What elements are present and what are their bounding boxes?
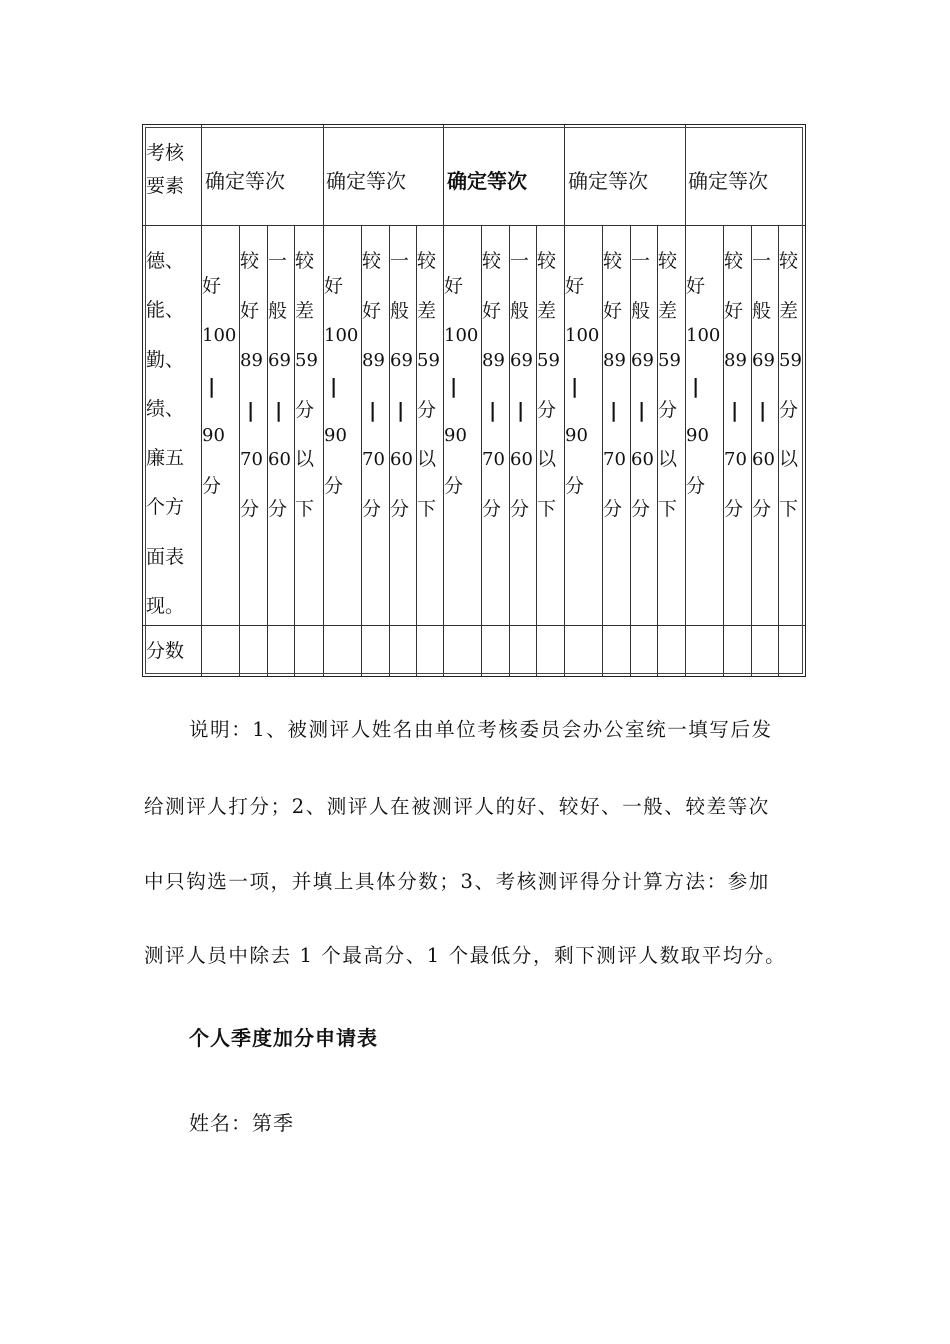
grade-char: 分 xyxy=(686,475,706,497)
grade-char: 89 xyxy=(362,350,385,371)
row-label-line: 现。 xyxy=(146,595,185,618)
grade-char: 好 xyxy=(362,299,382,322)
grade-char: 差 xyxy=(779,299,799,322)
sub-col-divider xyxy=(267,225,268,676)
grade-char: 70 xyxy=(724,449,747,470)
grade-char: 分 xyxy=(724,497,744,520)
grade-char: 一 xyxy=(631,250,651,272)
grade-char: 般 xyxy=(390,299,410,322)
grade-char: 59 xyxy=(779,350,802,371)
grade-char: | xyxy=(450,374,458,398)
grade-char: | xyxy=(397,397,405,422)
grade-excellent xyxy=(444,261,481,511)
grade-good xyxy=(724,237,751,534)
grade-char: 下 xyxy=(417,497,437,520)
grade-char: 较 xyxy=(482,250,502,272)
grade-char: 分 xyxy=(779,398,799,421)
grade-average xyxy=(268,237,294,534)
grade-char: 90 xyxy=(565,425,588,446)
grade-char: 般 xyxy=(631,299,651,322)
grade-char: 下 xyxy=(537,497,557,520)
grade-poor xyxy=(779,237,806,534)
grade-poor xyxy=(417,237,444,534)
grade-char: 分 xyxy=(444,475,464,497)
grade-char: 差 xyxy=(295,299,315,322)
grade-char: 分 xyxy=(537,398,557,421)
grade-char: | xyxy=(692,374,700,398)
grade-good xyxy=(362,237,389,534)
grade-char: 100 xyxy=(324,325,359,346)
sub-col-divider xyxy=(509,225,510,676)
grade-char: 69 xyxy=(390,350,413,371)
grade-char: 分 xyxy=(268,497,288,520)
group-header: 确定等次 xyxy=(326,169,406,193)
grade-char: 分 xyxy=(390,497,410,520)
grade-char: 69 xyxy=(631,350,654,371)
grade-char: 好 xyxy=(565,275,585,297)
grade-char: 好 xyxy=(482,299,502,322)
grade-char: | xyxy=(489,397,497,422)
grade-char: 以 xyxy=(295,448,315,470)
row-divider-score xyxy=(143,625,805,626)
grade-char: | xyxy=(275,397,283,422)
sub-col-divider xyxy=(389,225,390,676)
grade-char: 差 xyxy=(417,299,437,322)
grade-char: 100 xyxy=(444,325,479,346)
note-line: 测评人员中除去 1 个最高分、1 个最低分，剩下测评人数取平均分。 xyxy=(144,944,787,967)
grade-char: 般 xyxy=(268,299,288,322)
grade-char: 69 xyxy=(752,350,775,371)
grade-good xyxy=(482,237,509,534)
sub-col-divider xyxy=(416,225,417,676)
grade-char: 89 xyxy=(482,350,505,371)
grade-char: 以 xyxy=(537,448,557,470)
grade-char: 较 xyxy=(779,250,799,272)
grade-char: 较 xyxy=(295,250,315,272)
grade-average xyxy=(390,237,416,534)
row-label-line: 个方 xyxy=(146,496,185,519)
grade-char: 59 xyxy=(417,350,440,371)
grade-char: 分 xyxy=(482,497,502,520)
grade-poor xyxy=(295,237,322,534)
grade-char: 较 xyxy=(537,250,557,272)
grade-char: | xyxy=(208,374,216,398)
row-label xyxy=(146,237,184,631)
row-divider-header xyxy=(143,225,805,226)
note-line: 说明：1、被测评人姓名由单位考核委员会办公室统一填写后发 xyxy=(189,718,773,741)
grade-char: 90 xyxy=(444,425,467,446)
grade-char: 分 xyxy=(240,497,260,520)
grade-char: 60 xyxy=(268,449,291,470)
row-label-line: 能、 xyxy=(146,299,185,322)
row-label-line: 廉五 xyxy=(146,447,185,470)
sub-col-divider xyxy=(239,225,240,676)
grade-char: | xyxy=(571,374,579,398)
grade-char: 59 xyxy=(537,350,560,371)
sub-col-divider xyxy=(630,225,631,676)
grade-average xyxy=(631,237,657,534)
note-line: 给测评人打分；2、测评人在被测评人的好、较好、一般、较差等次 xyxy=(144,795,770,818)
grade-char: 以 xyxy=(779,448,799,470)
grade-char: 较 xyxy=(724,250,744,272)
row-label-line: 勤、 xyxy=(146,348,185,371)
grade-char: 分 xyxy=(658,398,678,421)
grade-average xyxy=(510,237,536,534)
grade-char: 较 xyxy=(240,250,260,272)
grade-char: 较 xyxy=(658,250,678,272)
grade-excellent xyxy=(202,261,239,511)
grade-char: 分 xyxy=(510,497,530,520)
corner-label-line: 要素 xyxy=(146,175,185,197)
grade-char: 般 xyxy=(752,299,772,322)
grade-char: 100 xyxy=(686,325,721,346)
grade-char: 69 xyxy=(268,350,291,371)
grade-char: 下 xyxy=(658,497,678,520)
grade-char: | xyxy=(369,397,377,422)
grade-char: 59 xyxy=(295,350,318,371)
grade-good xyxy=(603,237,630,534)
grade-poor xyxy=(537,237,564,534)
grade-char: 59 xyxy=(658,350,681,371)
grade-char: | xyxy=(610,397,618,422)
sub-col-divider xyxy=(294,225,295,676)
grade-char: 70 xyxy=(240,449,263,470)
grade-char: | xyxy=(247,397,255,422)
grade-poor xyxy=(658,237,685,534)
grade-char: 一 xyxy=(752,250,772,272)
grade-char: 般 xyxy=(510,299,530,322)
grade-char: 一 xyxy=(510,250,530,272)
grade-char: 差 xyxy=(537,299,557,322)
grade-char: 70 xyxy=(362,449,385,470)
grade-char: 分 xyxy=(295,398,315,421)
grade-char: 分 xyxy=(324,475,344,497)
grade-char: | xyxy=(731,397,739,422)
grade-excellent xyxy=(686,261,723,511)
grade-char: 好 xyxy=(240,299,260,322)
sub-col-divider xyxy=(723,225,724,676)
sub-col-divider xyxy=(536,225,537,676)
grade-char: 分 xyxy=(202,475,222,497)
grade-char: 一 xyxy=(390,250,410,272)
grade-char: 较 xyxy=(417,250,437,272)
note-line: 中只钩选一项，并填上具体分数；3、考核测评得分计算方法：参加 xyxy=(144,870,770,893)
grade-char: 差 xyxy=(658,299,678,322)
grade-char: 较 xyxy=(362,250,382,272)
group-header: 确定等次 xyxy=(205,169,285,193)
group-header: 确定等次 xyxy=(568,169,648,193)
row-label-line: 绩、 xyxy=(146,397,185,420)
grade-char: 一 xyxy=(268,250,288,272)
group-header: 确定等次 xyxy=(688,169,768,193)
grade-char: 以 xyxy=(658,448,678,470)
corner-label-line: 考核 xyxy=(146,142,185,164)
grade-char: 好 xyxy=(603,299,623,322)
grade-char: 分 xyxy=(417,398,437,421)
score-label: 分数 xyxy=(146,640,185,662)
grade-char: 60 xyxy=(752,449,775,470)
grade-char: 90 xyxy=(686,425,709,446)
grade-char: 90 xyxy=(324,425,347,446)
grade-char: 60 xyxy=(510,449,533,470)
grade-char: 70 xyxy=(482,449,505,470)
grade-excellent xyxy=(565,261,602,511)
grade-good xyxy=(240,237,267,534)
grade-char: 好 xyxy=(202,275,222,297)
grade-char: 89 xyxy=(240,350,263,371)
grade-char: 较 xyxy=(603,250,623,272)
grade-char: | xyxy=(330,374,338,398)
sub-col-divider xyxy=(361,225,362,676)
evaluation-table xyxy=(142,124,806,677)
grade-char: | xyxy=(517,397,525,422)
row-label-line: 德、 xyxy=(146,250,185,272)
name-line: 姓名：第季 xyxy=(189,1111,294,1135)
sub-col-divider xyxy=(778,225,779,676)
sub-col-divider xyxy=(481,225,482,676)
grade-char: 下 xyxy=(779,497,799,520)
grade-excellent xyxy=(324,261,361,511)
grade-char: 好 xyxy=(444,275,464,297)
grade-char: | xyxy=(638,397,646,422)
grade-char: 分 xyxy=(603,497,623,520)
grade-char: 70 xyxy=(603,449,626,470)
grade-char: 好 xyxy=(686,275,706,297)
grade-char: 89 xyxy=(603,350,626,371)
grade-char: 89 xyxy=(724,350,747,371)
grade-char: 100 xyxy=(565,325,600,346)
grade-char: 分 xyxy=(565,475,585,497)
grade-char: 好 xyxy=(724,299,744,322)
form-title: 个人季度加分申请表 xyxy=(189,1026,378,1050)
grade-char: 60 xyxy=(631,449,654,470)
sub-col-divider xyxy=(751,225,752,676)
grade-char: 分 xyxy=(362,497,382,520)
corner-label xyxy=(146,137,184,203)
grade-char: 100 xyxy=(202,325,237,346)
sub-col-divider xyxy=(657,225,658,676)
grade-char: 好 xyxy=(324,275,344,297)
row-label-line: 面表 xyxy=(146,545,185,568)
grade-char: | xyxy=(759,397,767,422)
grade-char: 90 xyxy=(202,425,225,446)
grade-average xyxy=(752,237,778,534)
sub-col-divider xyxy=(602,225,603,676)
grade-char: 分 xyxy=(631,497,651,520)
grade-char: 以 xyxy=(417,448,437,470)
grade-char: 69 xyxy=(510,350,533,371)
grade-char: 分 xyxy=(752,497,772,520)
grade-char: 下 xyxy=(295,497,315,520)
grade-char: 60 xyxy=(390,449,413,470)
group-header: 确定等次 xyxy=(447,169,527,193)
